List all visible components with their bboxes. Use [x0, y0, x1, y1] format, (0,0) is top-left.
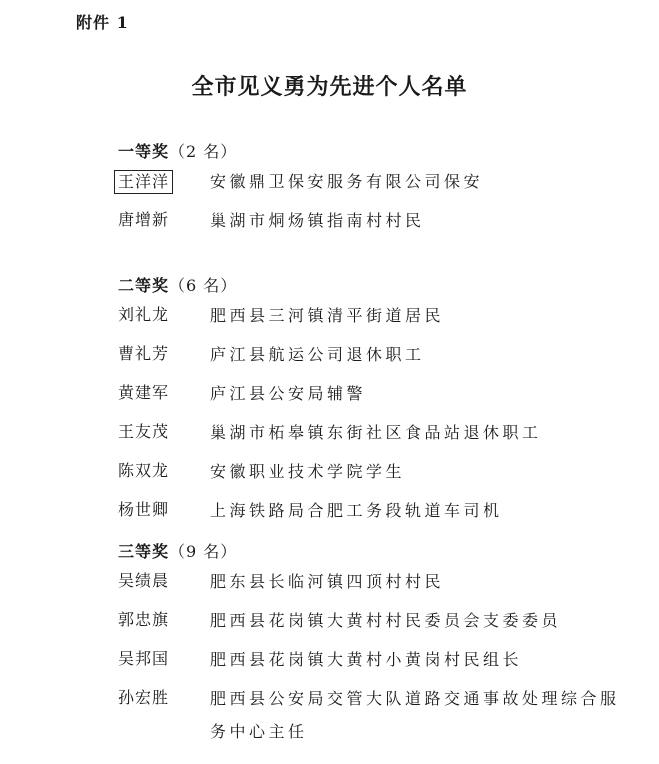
- section-count: （9 名）: [169, 542, 238, 561]
- section-heading: [118, 274, 638, 298]
- section-rank: 三等奖: [118, 542, 170, 561]
- person-row: [118, 343, 638, 371]
- person-row: [118, 609, 638, 637]
- person-row: [118, 570, 638, 598]
- attachment-label: 附件 1: [76, 13, 129, 32]
- person-desc: 肥东县长临河镇四顶村村民: [210, 572, 445, 591]
- award-section-second: [118, 274, 638, 538]
- person-desc: 庐江县公安局辅警: [210, 384, 367, 403]
- person-row: [118, 687, 638, 748]
- person-desc: 肥西县花岗镇大黄村小黄岗村民组长: [210, 650, 523, 669]
- section-rank: 一等奖: [118, 142, 170, 161]
- document-title: 全市见义勇为先进个人名单: [191, 74, 468, 100]
- person-row: [118, 304, 638, 332]
- award-section-first: [118, 140, 638, 248]
- person-name: 吴邦国: [118, 649, 170, 668]
- person-desc: 安徽职业技术学院学生: [210, 462, 406, 481]
- person-name: 唐增新: [118, 210, 170, 229]
- person-desc: 肥西县花岗镇大黄村村民委员会支委委员: [210, 611, 562, 630]
- person-name-text: 王洋洋: [114, 170, 173, 194]
- person-row: [118, 421, 638, 449]
- person-row: [118, 382, 638, 410]
- person-row: [118, 209, 638, 237]
- person-name: 郭忠旗: [118, 610, 170, 629]
- person-name: 杨世卿: [118, 500, 170, 519]
- person-name: 孙宏胜: [118, 688, 170, 707]
- person-desc: 巢湖市烔炀镇指南村村民: [210, 211, 425, 230]
- person-row: [118, 499, 638, 527]
- person-name: 黄建军: [118, 383, 170, 402]
- section-heading: [118, 540, 638, 564]
- person-desc: 庐江县航运公司退休职工: [210, 345, 425, 364]
- section-count: （6 名）: [169, 276, 238, 295]
- person-desc: 安徽鼎卫保安服务有限公司保安: [210, 172, 484, 191]
- person-name: 陈双龙: [118, 461, 170, 480]
- person-name: 曹礼芳: [118, 344, 170, 363]
- person-row: [118, 648, 638, 676]
- person-name: 吴绩晨: [118, 571, 170, 590]
- person-name: 刘礼龙: [118, 305, 170, 324]
- person-name: 王友茂: [118, 422, 170, 441]
- section-heading: [118, 140, 638, 164]
- person-desc: 上海铁路局合肥工务段轨道车司机: [210, 501, 503, 520]
- person-row: [118, 170, 638, 198]
- section-count: （2 名）: [169, 142, 238, 161]
- person-name: [118, 170, 210, 194]
- person-desc: 巢湖市柘皋镇东街社区食品站退休职工: [210, 423, 542, 442]
- award-section-third: [118, 540, 638, 759]
- person-desc: 肥西县三河镇清平街道居民: [210, 306, 445, 325]
- person-desc: 肥西县公安局交管大队道路交通事故处理综合服务中心主任: [210, 689, 620, 741]
- section-rank: 二等奖: [118, 276, 170, 295]
- person-row: [118, 460, 638, 488]
